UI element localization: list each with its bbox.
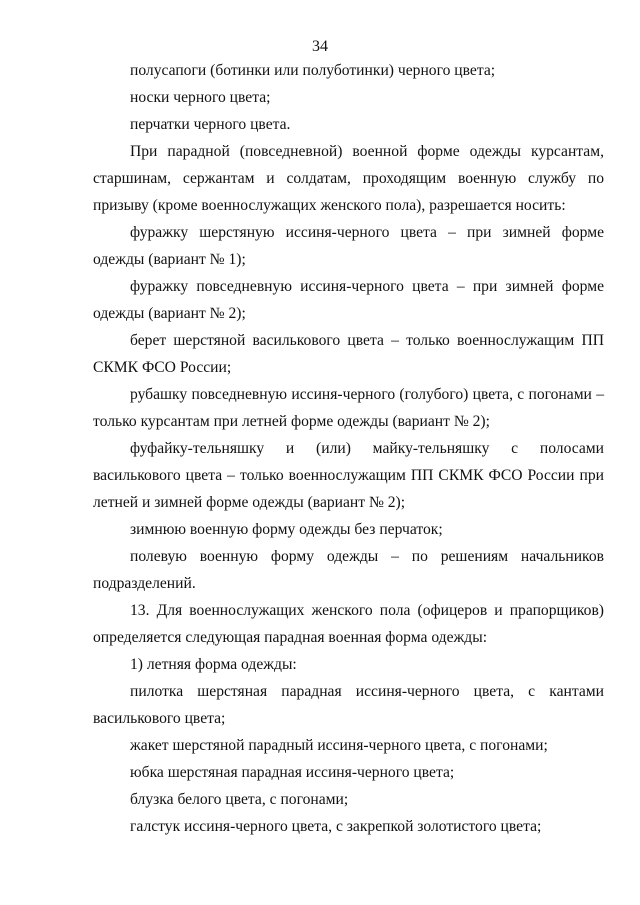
paragraph: 13. Для военнослужащих женского пола (офицеров и прапорщиков) определяется следующая парадная военная форма одежды: — [93, 602, 604, 646]
paragraph: фуфайку-тельняшку и (или) майку-тельняшку с полосами василькового цвета – только военнослужащим ПП СКМК ФСО России при летней и зимней форме одежды (вариант № 2); — [93, 440, 604, 511]
paragraph: полусапоги (ботинки или полуботинки) черного цвета; — [130, 62, 496, 79]
paragraph: перчатки черного цвета. — [130, 116, 291, 133]
paragraph: зимнюю военную форму одежды без перчаток; — [130, 521, 443, 538]
paragraph: берет шерстяной василькового цвета – только военнослужащим ПП СКМК ФСО России; — [93, 332, 604, 376]
page-number: 34 — [312, 38, 328, 55]
document-body — [93, 57, 604, 840]
paragraph: При парадной (повседневной) военной форме одежды курсантам, старшинам, сержантам и солдатам, проходящим военную службу по призыву (кроме военнослужащих женского пола), разрешается носить: — [93, 143, 604, 214]
paragraph: фуражку повседневную иссиня-черного цвета – при зимней форме одежды (вариант № 2); — [93, 278, 604, 322]
paragraph: юбка шерстяная парадная иссиня-черного цвета; — [130, 764, 455, 781]
paragraph: галстук иссиня-черного цвета, с закрепкой золотистого цвета; — [130, 818, 542, 835]
paragraph: носки черного цвета; — [130, 89, 271, 106]
paragraph: 1) летняя форма одежды: — [130, 656, 297, 673]
paragraph: рубашку повседневную иссиня-черного (голубого) цвета, с погонами – только курсантам при летней форме одежды (вариант № 2); — [93, 386, 604, 430]
paragraph: блузка белого цвета, с погонами; — [130, 791, 349, 808]
paragraph: фуражку шерстяную иссиня-черного цвета – при зимней форме одежды (вариант № 1); — [93, 224, 604, 268]
paragraph: пилотка шерстяная парадная иссиня-черного цвета, с кантами василькового цвета; — [93, 683, 604, 727]
paragraph: полевую военную форму одежды – по решениям начальников подразделений. — [93, 548, 604, 592]
paragraph: жакет шерстяной парадный иссиня-черного цвета, с погонами; — [130, 737, 548, 754]
